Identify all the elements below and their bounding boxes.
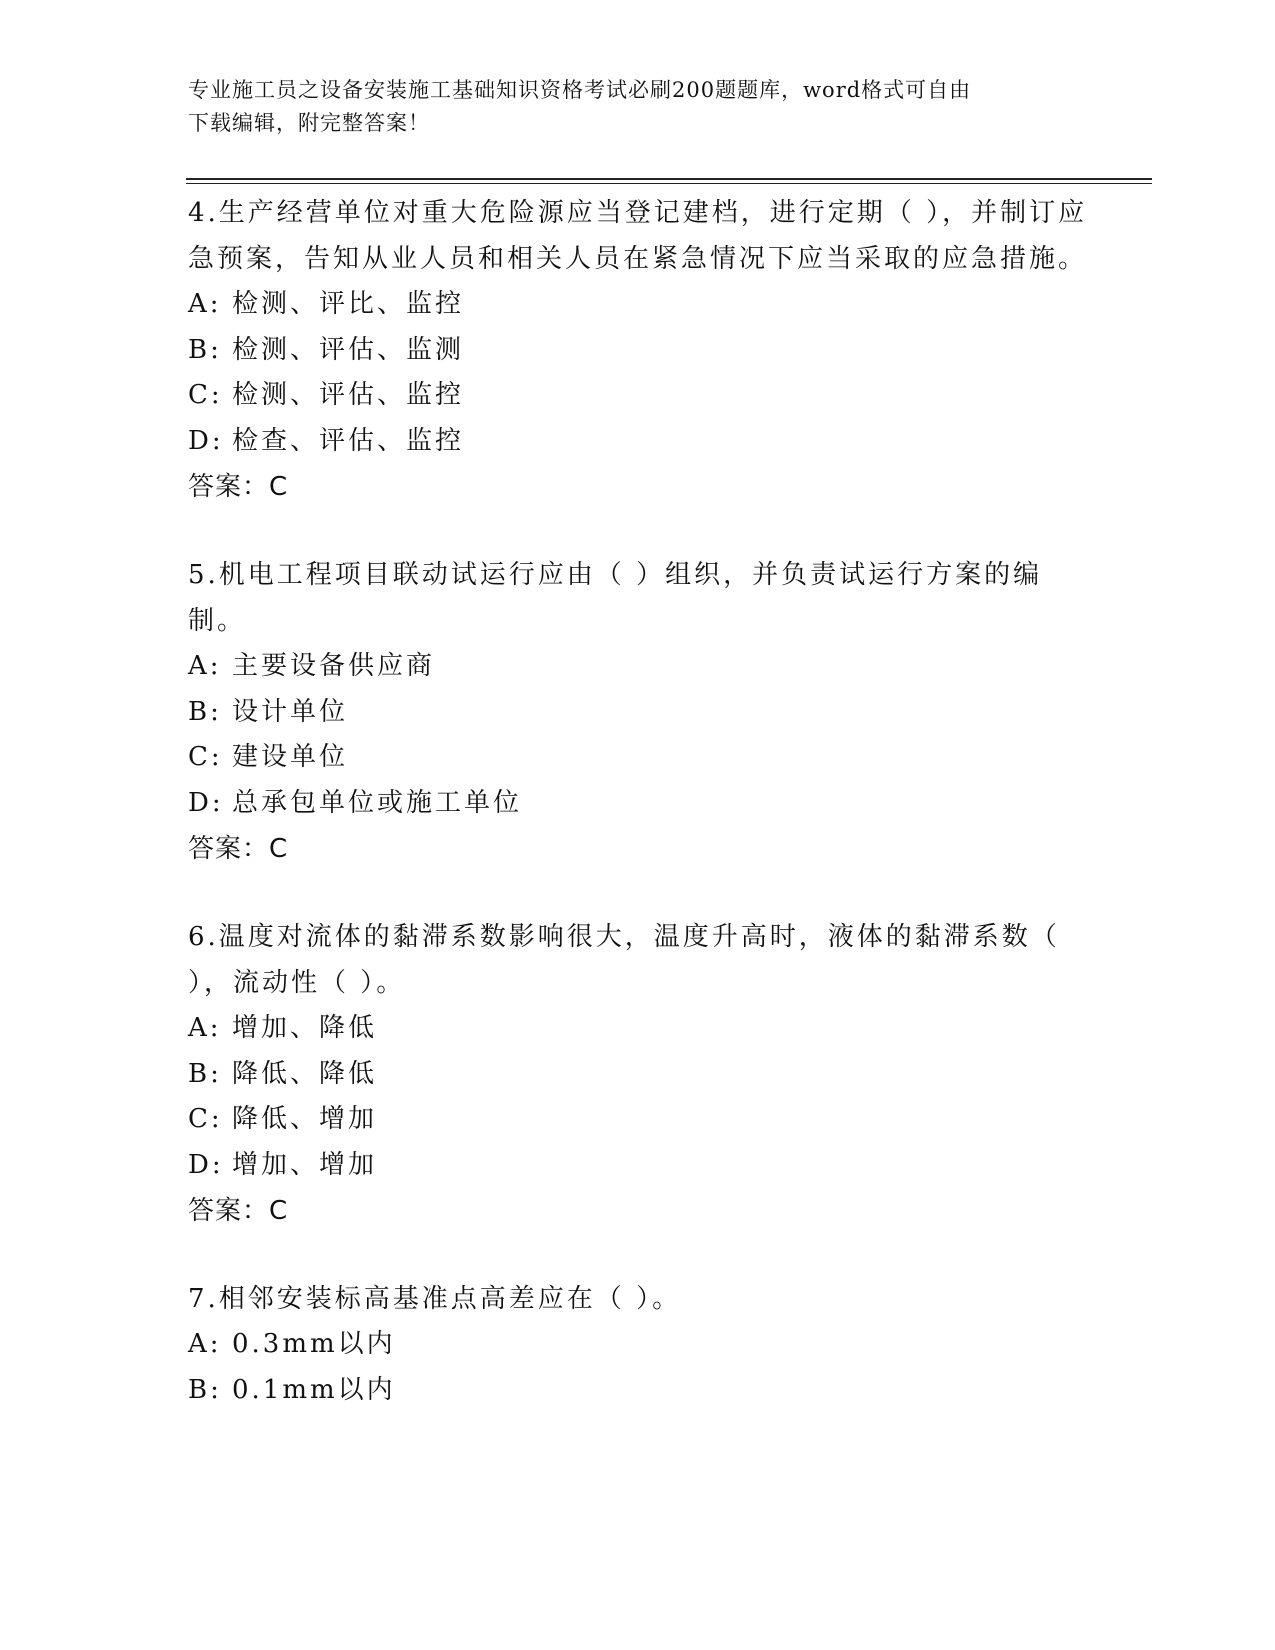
answer-line: 答案：C (188, 834, 289, 864)
answer-line: 答案：C (188, 472, 289, 502)
option-b (188, 1368, 1088, 1414)
question-text: 6.温度对流体的黏滞系数影响很大，温度升高时，液体的黏滞系数（ ），流动性（ ）。 (188, 922, 1060, 998)
option-b (188, 328, 1088, 374)
question-6 (188, 914, 1088, 1234)
option-key: A: (188, 289, 222, 319)
question-text: 5.机电工程项目联动试运行应由（ ）组织，并负责试运行方案的编制。 (188, 560, 1043, 636)
option-text: 检测、评估、监控 (232, 380, 465, 410)
option-key: B: (188, 1374, 222, 1405)
question-7 (188, 1276, 1088, 1413)
option-text: 检查、评估、监控 (232, 425, 465, 456)
question-5 (188, 552, 1088, 872)
option-text: 主要设备供应商 (232, 651, 436, 681)
option-key: A: (188, 1013, 222, 1043)
option-c (188, 373, 1088, 419)
header-line-2: 下载编辑，附完整答案！ (188, 111, 430, 135)
option-key: A: (188, 1329, 222, 1359)
document-header (188, 74, 1068, 140)
header-divider-thick (186, 178, 1152, 180)
option-key: B: (188, 334, 222, 365)
option-d (188, 781, 1088, 827)
option-text: 设计单位 (232, 696, 349, 727)
option-b (188, 690, 1088, 736)
question-list (188, 190, 1088, 1413)
option-a (188, 282, 1088, 328)
option-d (188, 419, 1088, 465)
option-a (188, 1006, 1088, 1052)
option-text: 检测、评比、监控 (232, 289, 465, 319)
option-text: 降低、降低 (232, 1058, 378, 1089)
option-key: B: (188, 1058, 222, 1089)
answer-line: 答案：C (188, 1196, 289, 1226)
header-divider-thin (186, 183, 1152, 184)
option-text: 0.3mm以内 (232, 1329, 396, 1359)
question-text: 4.生产经营单位对重大危险源应当登记建档，进行定期（ ），并制订应急预案，告知从业人员和相关人员在紧急情况下应当采取的应急措施。 (188, 198, 1088, 274)
option-text: 检测、评估、监测 (232, 334, 465, 365)
option-text: 建设单位 (232, 742, 349, 772)
option-text: 总承包单位或施工单位 (232, 787, 523, 818)
option-text: 增加、增加 (232, 1149, 378, 1180)
option-key: C: (188, 742, 223, 772)
option-key: C: (188, 380, 223, 410)
option-key: D: (188, 1149, 224, 1180)
header-line-1: 专业施工员之设备安装施工基础知识资格考试必刷200题题库，word格式可自由 (188, 78, 972, 102)
option-text: 增加、降低 (232, 1013, 378, 1043)
question-text: 7.相邻安装标高基准点高差应在（ ）。 (188, 1284, 682, 1314)
option-a (188, 1322, 1088, 1368)
option-a (188, 644, 1088, 690)
option-text: 0.1mm以内 (232, 1374, 396, 1405)
option-key: B: (188, 696, 222, 727)
option-key: D: (188, 787, 224, 818)
option-c (188, 1097, 1088, 1143)
option-key: A: (188, 651, 222, 681)
option-c (188, 735, 1088, 781)
option-b (188, 1052, 1088, 1098)
question-4 (188, 190, 1088, 510)
option-d (188, 1143, 1088, 1189)
option-key: D: (188, 425, 224, 456)
option-key: C: (188, 1104, 223, 1134)
option-text: 降低、增加 (232, 1104, 378, 1134)
